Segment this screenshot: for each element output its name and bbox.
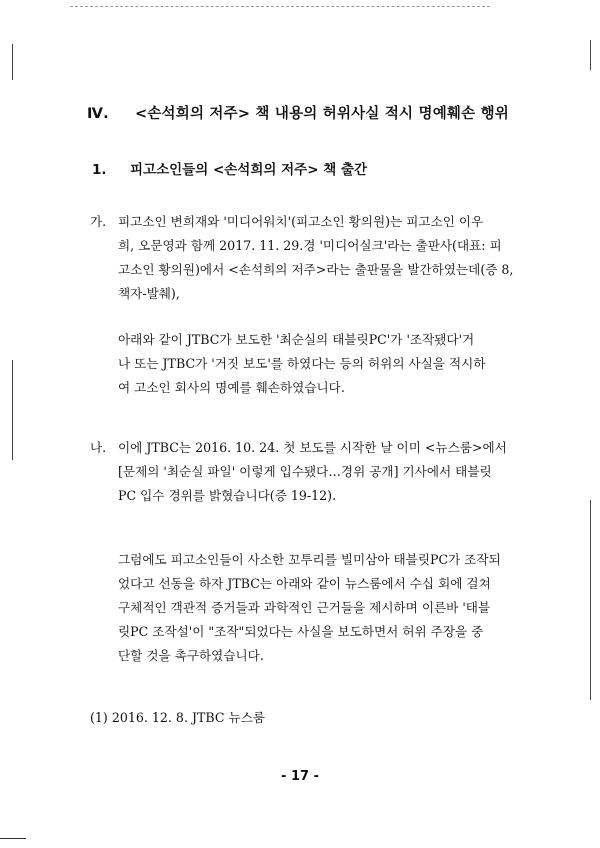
item-1-text: (1) 2016. 12. 8. JTBC 뉴스룸 [90, 710, 266, 725]
subsection-heading [92, 158, 512, 178]
paragraph-line: 단할 것을 촉구하였습니다. [118, 648, 264, 663]
paragraph-line: PC 입수 경위를 밝혔습니다(증 19-12). [118, 488, 337, 503]
paragraph-na [90, 436, 507, 508]
paragraph-line: 었다고 선동을 하자 JTBC는 아래와 같이 뉴스룸에서 수십 회에 걸쳐 [118, 576, 491, 591]
item-marker-na: 나. [90, 440, 107, 455]
paragraph-line: [문제의 '최순실 파일' 이렇게 입수됐다…경위 공개] 기사에서 태블릿 [118, 464, 492, 479]
item-1-heading [90, 706, 265, 730]
paragraph-line: 그럼에도 피고소인들이 사소한 꼬투리를 빌미삼아 태블릿PC가 조작되 [118, 552, 501, 567]
subsection-number: 1. [92, 162, 107, 178]
paragraph-ga [90, 210, 514, 306]
paragraph-line: 피고소인 변희재와 '미디어워치'(피고소인 황의원)는 피고소인 이우 [118, 214, 484, 229]
paragraph-line: 구체적인 객관적 증거들과 과학적인 근거들을 제시하며 이른바 '태블 [118, 600, 491, 615]
section-heading [87, 102, 567, 123]
paragraph-line: 책자-발췌), [118, 286, 180, 301]
paragraph-line: 여 고소인 회사의 명예를 훼손하였습니다. [118, 380, 345, 395]
paragraph-ga-continued [118, 328, 486, 400]
paragraph-line: 아래와 같이 JTBC가 보도한 '최순실의 태블릿PC'가 '조작됐다'거 [118, 332, 475, 347]
right-margin-line [590, 500, 591, 700]
paragraph-line: 나 또는 JTBC가 '거짓 보도'를 하였다는 등의 허위의 사실을 적시하 [118, 356, 486, 371]
left-margin-line [12, 360, 13, 460]
section-title: <손석희의 저주> 책 내용의 허위사실 적시 명예훼손 행위 [135, 106, 509, 122]
paragraph-line: 릿PC 조작설'이 "조작"되었다는 사실을 보도하면서 허위 주장을 중 [118, 624, 484, 639]
paragraph-line: 고소인 황의원)에서 <손석희의 저주>라는 출판물을 발간하였는데(증 8, [118, 262, 514, 277]
paragraph-line: 이에 JTBC는 2016. 10. 24. 첫 보도를 시작한 날 이미 <뉴스룸>에서 [118, 440, 507, 455]
scan-mark-bottom [0, 838, 26, 839]
paragraph-line: 희, 오문영과 함께 2017. 11. 29.경 '미디어실크'라는 출판사(대표: 피 [118, 238, 502, 253]
scan-edge-top [70, 6, 490, 7]
paragraph-na-continued [118, 548, 501, 668]
left-margin-line [12, 44, 13, 80]
item-marker-ga: 가. [90, 214, 107, 229]
right-margin-line [590, 40, 591, 70]
section-number: Ⅳ. [87, 106, 109, 122]
page-number: - 17 - [281, 769, 319, 784]
subsection-title: 피고소인들의 <손석희의 저주> 책 출간 [130, 162, 368, 178]
